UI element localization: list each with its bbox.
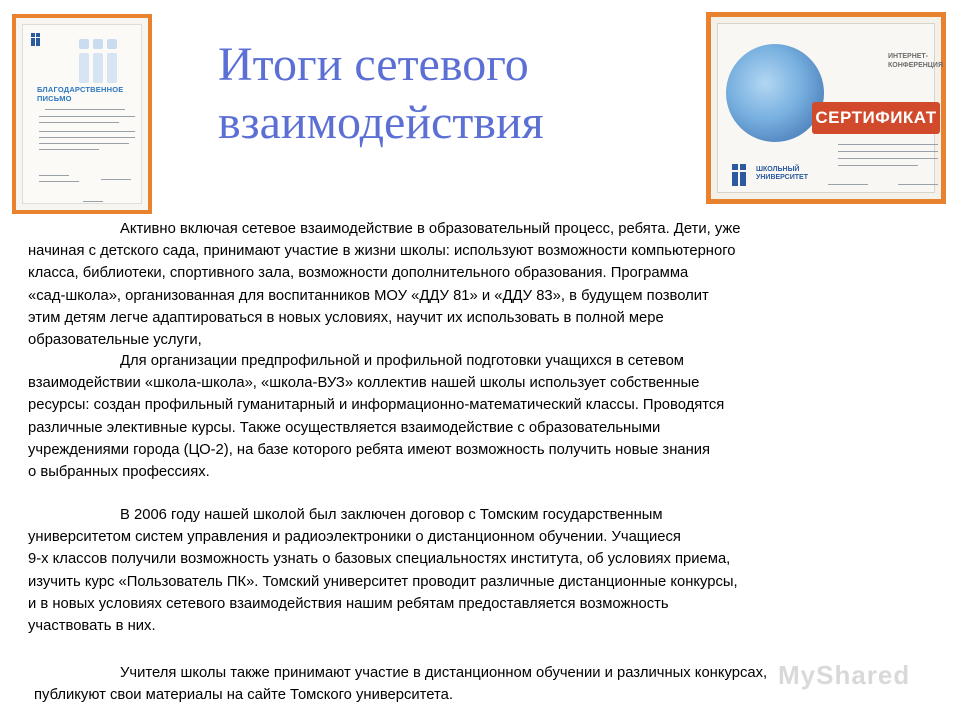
paragraph-line-text: В 2006 году нашей школой был заключен договор с Томским государственным [120, 507, 663, 523]
paragraph-line: этим детям легче адаптироваться в новых условиях, научит их использовать в полной мере [28, 309, 664, 326]
paragraph-line: и в новых условиях сетевого взаимодействия нашим ребятам предоставляется возможность [28, 595, 669, 612]
paragraph-2 [28, 350, 940, 483]
paragraph-line: начиная с детского сада, принимают участие в жизни школы: используют возможности компьютерного [28, 243, 736, 260]
certificate-text-line [828, 184, 868, 185]
letter-text-line [39, 175, 69, 176]
paragraph-line: изучить курс «Пользователь ПК». Томский университет проводит различные дистанционные конкурсы, [28, 573, 738, 590]
letter-text-line [39, 131, 135, 132]
certificate-banner: СЕРТИФИКАТ [812, 102, 940, 134]
paragraph-line: взаимодействии «школа-школа», «школа-ВУЗ» коллектив нашей школы использует собственные [28, 375, 700, 392]
letter-text-line [39, 181, 79, 182]
letter-text-line [39, 137, 135, 138]
paragraph-line: участвовать в них. [28, 618, 156, 635]
paragraph-line: публикуют свои материалы на сайте Томского университета. [34, 687, 453, 704]
page-title [218, 36, 688, 152]
certificate-logo-text [756, 166, 808, 182]
watermark: MyShared [778, 660, 911, 690]
letter-text-line [83, 201, 103, 202]
certificate-text-line [838, 151, 938, 152]
certificate-logo-line1: ШКОЛЬНЫЙ [756, 166, 800, 173]
paragraph-line [28, 504, 940, 526]
page-title-line2: взаимодействия [218, 96, 544, 149]
conference-label [888, 52, 943, 70]
thank-you-letter-image [12, 14, 152, 214]
letter-text-line [39, 122, 119, 123]
certificate-text-line [838, 144, 938, 145]
letter-heading [37, 85, 123, 103]
letter-heading-line2: ПИСЬМО [37, 94, 72, 103]
letter-text-line [45, 109, 125, 110]
globe-icon [726, 44, 824, 142]
paragraph-line: университетом систем управления и радиоэлектроники о дистанционном обучении. Учащиеся [28, 529, 681, 546]
paragraph-line: 9-х классов получили возможность узнать о базовых специальностях института, об условиях приема, [28, 551, 731, 568]
university-logo-icon [31, 33, 45, 47]
certificate-logo-line2: УНИВЕРСИТЕТ [756, 174, 808, 181]
paragraph-line: о выбранных профессиях. [28, 464, 210, 481]
conference-label-line2: КОНФЕРЕНЦИЯ [888, 62, 943, 69]
paragraph-line: образовательные услуги, [28, 332, 202, 349]
page-title-line1: Итоги сетевого [218, 38, 529, 91]
paragraph-line-text: Активно включая сетевое взаимодействие в образовательный процесс, ребята. Дети, уже [120, 221, 741, 237]
paragraph-line-text: Учителя школы также принимают участие в дистанционном обучении и различных конкурсах, [120, 665, 768, 681]
letter-heading-line1: БЛАГОДАРСТВЕННОЕ [37, 85, 124, 94]
certificate-text-line [838, 158, 938, 159]
university-logo-icon [732, 164, 754, 186]
letter-text-line [39, 149, 99, 150]
certificate-page [717, 23, 943, 193]
letter-page [22, 24, 142, 204]
paragraph-line: ресурсы: создан профильный гуманитарный и информационно-математический классы. Проводятся [28, 397, 725, 414]
letter-text-line [39, 116, 135, 117]
paragraph-line-text: Для организации предпрофильной и профильной подготовки учащихся в сетевом [120, 353, 684, 369]
paragraph-line: учреждениями города (ЦО-2), на базе которого ребята имеют возможность получить новые знания [28, 441, 711, 458]
conference-label-line1: ИНТЕРНЕТ- [888, 53, 929, 60]
paragraph-line [28, 350, 940, 372]
certificate-text-line [838, 165, 918, 166]
university-mark-icon [75, 37, 135, 85]
letter-signature-line [101, 179, 131, 180]
paragraph-1 [28, 218, 940, 351]
certificate-signature-line [898, 184, 938, 185]
paragraph-line [28, 218, 940, 240]
paragraph-line: класса, библиотеки, спортивного зала, возможности дополнительного образования. Программа [28, 265, 689, 282]
letter-text-line [39, 143, 129, 144]
paragraph-3 [28, 504, 940, 637]
paragraph-line: «сад-школа», организованная для воспитанников МОУ «ДДУ 81» и «ДДУ 83», в будущем позволит [28, 287, 709, 304]
paragraph-line: различные элективные курсы. Также осуществляется взаимодействие с образовательными [28, 419, 661, 436]
certificate-image [706, 12, 946, 204]
